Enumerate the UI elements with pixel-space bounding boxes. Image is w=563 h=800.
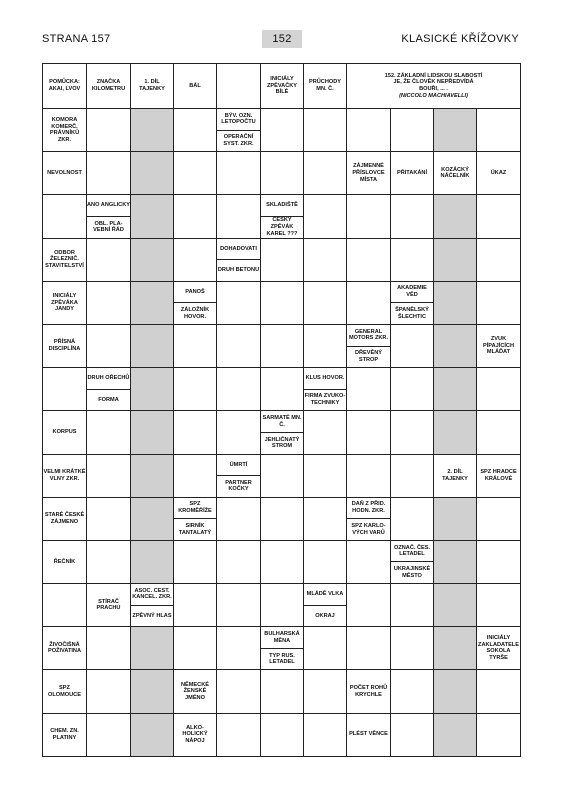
- answer-cell[interactable]: [217, 411, 261, 454]
- clue-text: GENERAL MOTORS ZKR.: [347, 325, 390, 347]
- answer-cell[interactable]: [347, 584, 391, 627]
- clue-cell: INICIÁLY ZPĚVÁKA JANDY: [43, 281, 87, 324]
- answer-cell[interactable]: [304, 281, 347, 324]
- solution-cell[interactable]: [434, 368, 477, 411]
- answer-cell[interactable]: [304, 454, 347, 497]
- clue-cell: ZÁJMENNÉ PŘÍSLOVCE MÍSTA: [347, 152, 391, 195]
- grid-row: [43, 584, 521, 627]
- clue-text: FIRMA ZVUKO-TECHNIKY: [304, 393, 346, 407]
- answer-cell[interactable]: [477, 497, 521, 540]
- clue-text: MLÁDĚ VLKA: [304, 584, 346, 606]
- answer-cell[interactable]: [477, 195, 521, 238]
- answer-cell[interactable]: [391, 324, 434, 367]
- answer-cell[interactable]: [391, 238, 434, 281]
- split-clue-cell: [131, 584, 174, 627]
- clue-cell: SPZ OLOMOUCE: [43, 670, 87, 713]
- split-clue-cell: [217, 109, 261, 152]
- answer-cell[interactable]: [477, 670, 521, 713]
- answer-cell[interactable]: [261, 497, 304, 540]
- clue-cell: SPZ HRADCE KRÁLOVÉ: [477, 454, 521, 497]
- clue-cell: POČET ROHŮ KRYCHLE: [347, 670, 391, 713]
- answer-cell[interactable]: [217, 670, 261, 713]
- clue-cell: STÍRAČ PRACHU: [87, 584, 131, 627]
- split-clue-cell: [304, 584, 347, 627]
- answer-cell[interactable]: [217, 152, 261, 195]
- answer-cell[interactable]: [217, 324, 261, 367]
- answer-cell[interactable]: [261, 324, 304, 367]
- clue-text: SIRNÍK TANTALATÝ: [178, 522, 212, 536]
- clue-text: BULHARSKÁ MĚNA: [261, 627, 303, 649]
- answer-cell[interactable]: [217, 584, 261, 627]
- answer-cell[interactable]: [477, 368, 521, 411]
- answer-cell[interactable]: [347, 540, 391, 583]
- solution-cell[interactable]: [434, 670, 477, 713]
- grid-row: [43, 238, 521, 281]
- answer-cell[interactable]: [261, 368, 304, 411]
- quote-line: BOUŘI, ... .: [419, 86, 448, 92]
- grid-row: [43, 713, 521, 756]
- page-number: 152: [262, 30, 302, 48]
- solution-cell[interactable]: [434, 584, 477, 627]
- clue-text: OKRAJ: [315, 612, 335, 619]
- answer-cell[interactable]: [347, 368, 391, 411]
- grid-row: [43, 195, 521, 238]
- grid-row: [43, 540, 521, 583]
- answer-cell[interactable]: [87, 670, 131, 713]
- clue-text: BÝV. OZN. LETOPOČTU: [217, 109, 260, 131]
- grid-row: [43, 281, 521, 324]
- answer-cell[interactable]: [391, 368, 434, 411]
- solution-cell[interactable]: [434, 109, 477, 152]
- solution-cell[interactable]: [131, 368, 174, 411]
- solution-cell[interactable]: [434, 195, 477, 238]
- clue-text: JEHLIČNATÝ STROM: [264, 436, 300, 450]
- answer-cell[interactable]: [217, 497, 261, 540]
- answer-cell[interactable]: [304, 238, 347, 281]
- clue-cell: ALKO-HOLICKÝ NÁPOJ: [174, 713, 217, 756]
- answer-cell[interactable]: [304, 627, 347, 670]
- split-clue-cell: [391, 540, 434, 583]
- answer-cell[interactable]: [217, 627, 261, 670]
- clue-text: SARMATÉ MN. Č.: [261, 411, 303, 433]
- answer-cell[interactable]: [304, 109, 347, 152]
- quote-line: 152. ZÁKLADNÍ LIDSKOU SLABOSTÍ: [384, 72, 483, 79]
- split-clue-cell: [347, 497, 391, 540]
- answer-cell[interactable]: [391, 497, 434, 540]
- answer-cell[interactable]: [174, 368, 217, 411]
- answer-cell[interactable]: [391, 109, 434, 152]
- clue-cell: KOZÁCKÝ NÁČELNÍK: [434, 152, 477, 195]
- answer-cell[interactable]: [261, 540, 304, 583]
- answer-cell[interactable]: [87, 713, 131, 756]
- solution-cell[interactable]: [131, 195, 174, 238]
- answer-cell[interactable]: [391, 627, 434, 670]
- solution-cell[interactable]: [434, 281, 477, 324]
- answer-cell[interactable]: [347, 454, 391, 497]
- clue-text: TYP RUS. LETADEL: [269, 652, 295, 666]
- quote-line: JE, ŽE ČLOVĚK NEPŘEDVÍDÁ: [393, 79, 474, 86]
- solution-cell[interactable]: [434, 497, 477, 540]
- split-clue-cell: [87, 195, 131, 238]
- clue-cell: PLÉST VĚNCE: [347, 713, 391, 756]
- solution-cell[interactable]: [434, 411, 477, 454]
- answer-cell[interactable]: [174, 109, 217, 152]
- clue-cell: STARÉ ČESKÉ ZÁJMENO: [43, 497, 87, 540]
- clue-cell: INICIÁLY ZPĚVAČKY BÍLÉ: [261, 64, 304, 109]
- split-clue-cell: [261, 195, 304, 238]
- grid-row: [43, 670, 521, 713]
- answer-cell[interactable]: [261, 281, 304, 324]
- grid-row: [43, 368, 521, 411]
- solution-cell[interactable]: [131, 497, 174, 540]
- answer-cell[interactable]: [304, 670, 347, 713]
- clue-text: OZNAČ. ČES. LETADEL: [391, 541, 433, 563]
- answer-cell[interactable]: [391, 195, 434, 238]
- answer-cell[interactable]: [347, 411, 391, 454]
- answer-cell[interactable]: [217, 64, 261, 109]
- clue-text: OPERAČNÍ SYST. ZKR.: [223, 134, 254, 147]
- answer-cell[interactable]: [87, 454, 131, 497]
- answer-cell[interactable]: [391, 584, 434, 627]
- clue-cell: 2. DÍL TAJENKY: [434, 454, 477, 497]
- answer-cell[interactable]: [217, 195, 261, 238]
- clue-text: ZPĚVNÝ HLAS: [132, 612, 172, 619]
- clue-cell: ŽIVOČIŠNÁ POŽIVATINA: [43, 627, 87, 670]
- answer-cell[interactable]: [391, 670, 434, 713]
- answer-cell[interactable]: [347, 238, 391, 281]
- clue-text: SKLADIŠTĚ: [261, 195, 303, 217]
- solution-cell[interactable]: [131, 454, 174, 497]
- answer-cell[interactable]: [391, 411, 434, 454]
- answer-cell[interactable]: [87, 281, 131, 324]
- solution-cell[interactable]: [434, 238, 477, 281]
- grid-row: [43, 324, 521, 367]
- answer-cell[interactable]: [477, 411, 521, 454]
- answer-cell[interactable]: [477, 713, 521, 756]
- answer-cell[interactable]: [217, 281, 261, 324]
- clue-text: AKADEMIE VĚD: [391, 282, 433, 304]
- quote-clue: [347, 64, 521, 109]
- grid-row: [43, 64, 521, 109]
- split-clue-cell: [174, 281, 217, 324]
- clue-cell: VELMI KRÁTKÉ VLNY ZKR.: [43, 454, 87, 497]
- answer-cell[interactable]: [174, 152, 217, 195]
- answer-cell[interactable]: [304, 411, 347, 454]
- answer-cell[interactable]: [261, 713, 304, 756]
- clue-cell: CHEM. ZN. PLATINY: [43, 713, 87, 756]
- answer-cell[interactable]: [477, 238, 521, 281]
- answer-cell[interactable]: [477, 540, 521, 583]
- grid-row: [43, 109, 521, 152]
- answer-cell[interactable]: [304, 497, 347, 540]
- clue-cell: ZVUK PÍPAJÍCÍCH MLÁĎAT: [477, 324, 521, 367]
- answer-cell[interactable]: [304, 195, 347, 238]
- solution-cell[interactable]: [131, 627, 174, 670]
- solution-cell[interactable]: [434, 713, 477, 756]
- answer-cell[interactable]: [261, 670, 304, 713]
- solution-cell[interactable]: [131, 238, 174, 281]
- clue-text: DŘEVĚNÝ STROP: [354, 350, 383, 363]
- answer-cell[interactable]: [261, 109, 304, 152]
- crossword-grid: [42, 63, 521, 757]
- answer-cell[interactable]: [261, 152, 304, 195]
- answer-cell[interactable]: [261, 238, 304, 281]
- answer-cell[interactable]: [87, 627, 131, 670]
- solution-cell[interactable]: [131, 281, 174, 324]
- clue-text: KLUS HOVOR.: [304, 368, 346, 390]
- answer-cell[interactable]: [87, 324, 131, 367]
- answer-cell[interactable]: [217, 713, 261, 756]
- answer-cell[interactable]: [347, 627, 391, 670]
- answer-cell[interactable]: [217, 540, 261, 583]
- split-clue-cell: [391, 281, 434, 324]
- clue-cell: ŘEČNÍK: [43, 540, 87, 583]
- split-clue-cell: [87, 368, 131, 411]
- answer-cell[interactable]: [261, 584, 304, 627]
- answer-cell[interactable]: [87, 109, 131, 152]
- grid-row: [43, 497, 521, 540]
- answer-cell[interactable]: [304, 713, 347, 756]
- split-clue-cell: [174, 497, 217, 540]
- solution-cell[interactable]: [131, 152, 174, 195]
- clue-cell: INICIÁLY ZAKLADATELE SOKOLA TYRŠE: [477, 627, 521, 670]
- answer-cell[interactable]: [174, 411, 217, 454]
- answer-cell[interactable]: [347, 281, 391, 324]
- clue-text: SPZ KROMĚŘÍŽE: [174, 498, 216, 520]
- answer-cell[interactable]: [87, 411, 131, 454]
- answer-cell[interactable]: [174, 540, 217, 583]
- clue-cell: PRŮCHODY MN. Č.: [304, 64, 347, 109]
- clue-cell: POMŮCKA: AKAI, LVOV: [43, 64, 87, 109]
- answer-cell[interactable]: [87, 152, 131, 195]
- answer-cell[interactable]: [477, 584, 521, 627]
- clue-cell: KORPUS: [43, 411, 87, 454]
- clue-cell: KOMORA KOMERČ. PRÁVNÍKŮ ZKR.: [43, 109, 87, 152]
- quote-author: (NICCOLO MACHIAVELLI): [399, 92, 468, 99]
- split-clue-cell: [261, 627, 304, 670]
- clue-cell: BÁL: [174, 64, 217, 109]
- answer-cell[interactable]: [43, 368, 87, 411]
- split-clue-cell: [347, 324, 391, 367]
- split-clue-cell: [217, 454, 261, 497]
- answer-cell[interactable]: [87, 238, 131, 281]
- answer-cell[interactable]: [477, 109, 521, 152]
- answer-cell[interactable]: [174, 627, 217, 670]
- solution-cell[interactable]: [131, 109, 174, 152]
- solution-cell[interactable]: [434, 324, 477, 367]
- clue-cell: ÚKAZ: [477, 152, 521, 195]
- header-category: KLASICKÉ KŘÍŽOVKY: [401, 33, 519, 45]
- solution-cell[interactable]: [434, 540, 477, 583]
- clue-cell: PŘÍSNÁ DISCIPLÍNA: [43, 324, 87, 367]
- answer-cell[interactable]: [43, 584, 87, 627]
- grid-row: [43, 627, 521, 670]
- answer-cell[interactable]: [43, 195, 87, 238]
- clue-text: ŠPANĚLSKÝ ŠLECHTIC: [395, 307, 429, 320]
- answer-cell[interactable]: [261, 454, 304, 497]
- solution-cell[interactable]: [131, 670, 174, 713]
- answer-cell[interactable]: [217, 368, 261, 411]
- answer-cell[interactable]: [304, 324, 347, 367]
- clue-cell: ODBOR ŽELEZNIČ. STAVITELSTVÍ: [43, 238, 87, 281]
- answer-cell[interactable]: [87, 497, 131, 540]
- clue-text: FORMA: [98, 396, 119, 403]
- clue-cell: 1. DÍL TAJENKY: [131, 64, 174, 109]
- split-clue-cell: [304, 368, 347, 411]
- solution-cell[interactable]: [131, 411, 174, 454]
- header-section: STRANA 157: [42, 33, 111, 45]
- clue-text: ČESKÝ ZPĚVÁK KAREL ???: [266, 217, 298, 237]
- clue-text: ANO ANGLICKY: [87, 195, 130, 217]
- answer-cell[interactable]: [174, 324, 217, 367]
- grid-row: [43, 152, 521, 195]
- answer-cell[interactable]: [347, 195, 391, 238]
- clue-text: PANOŠ: [174, 282, 216, 304]
- clue-text: UKRAJINSKÉ MĚSTO: [393, 566, 431, 579]
- clue-text: OBL. PLA-VEBNÍ ŘÁD: [93, 220, 124, 234]
- clue-text: ZÁLOŽNÍK HOVOR.: [180, 307, 210, 320]
- answer-cell[interactable]: [174, 454, 217, 497]
- clue-text: DOHADOVATI: [217, 239, 260, 261]
- answer-cell[interactable]: [391, 713, 434, 756]
- clue-text: DAŇ Z PŘID. HODN. ZKR.: [347, 498, 390, 520]
- clue-cell: NEVOLNOST: [43, 152, 87, 195]
- split-clue-cell: [261, 411, 304, 454]
- answer-cell[interactable]: [347, 109, 391, 152]
- clue-cell: ZNAČKA KILOMETRU: [87, 64, 131, 109]
- clue-text: ASOC. CEST. KANCEL. ZKR.: [131, 584, 173, 606]
- answer-cell[interactable]: [87, 540, 131, 583]
- answer-cell[interactable]: [174, 238, 217, 281]
- clue-text: ÚMRTÍ: [217, 455, 260, 477]
- answer-cell[interactable]: [174, 195, 217, 238]
- grid-row: [43, 454, 521, 497]
- solution-cell[interactable]: [131, 713, 174, 756]
- clue-text: SPZ KARLO-VÝCH VARŮ: [351, 522, 386, 536]
- answer-cell[interactable]: [304, 540, 347, 583]
- clue-cell: NĚMECKÉ ŽENSKÉ JMÉNO: [174, 670, 217, 713]
- grid-row: [43, 411, 521, 454]
- solution-cell[interactable]: [131, 540, 174, 583]
- split-clue-cell: [217, 238, 261, 281]
- clue-text: DRUH OŘECHŮ: [87, 368, 130, 390]
- answer-cell[interactable]: [304, 152, 347, 195]
- solution-cell[interactable]: [131, 324, 174, 367]
- answer-cell[interactable]: [477, 281, 521, 324]
- answer-cell[interactable]: [174, 584, 217, 627]
- clue-text: DRUH BETONU: [217, 267, 260, 274]
- clue-cell: PŘITAKÁNÍ: [391, 152, 434, 195]
- clue-text: PARTNER KOČKY: [225, 479, 252, 493]
- answer-cell[interactable]: [391, 454, 434, 497]
- solution-cell[interactable]: [434, 627, 477, 670]
